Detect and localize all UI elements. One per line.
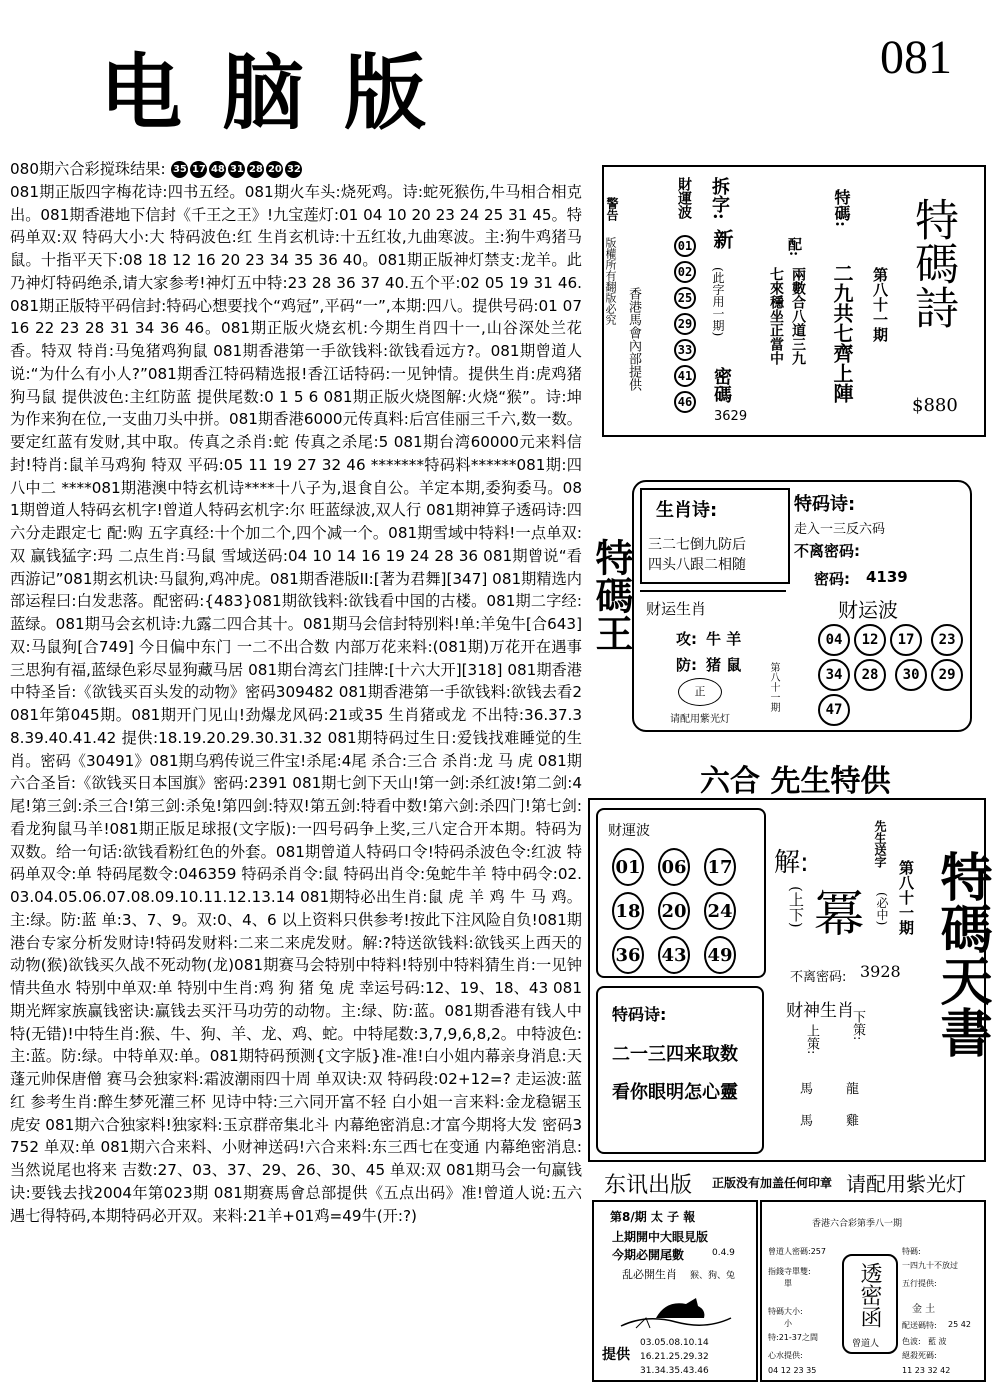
xs-label: 先生送字 (873, 820, 887, 868)
touming-l2: 指錢寺單雙: (768, 1267, 811, 1276)
number-ball: 41 (674, 365, 696, 387)
buli-label: 不离密码: (790, 970, 847, 985)
taizi-line-2: 今期必開尾數 (612, 1248, 685, 1262)
tema-wang-title: 特碼王 (589, 538, 634, 652)
footer-right: 请配用紫光灯 (846, 1172, 966, 1196)
taizi-box (592, 1200, 758, 1382)
number-ball: 17 (890, 624, 922, 656)
tema-title: 特碼詩 (907, 197, 958, 329)
note: 请配用紫光灯 (670, 714, 730, 725)
cyb-label: 财運波 (608, 823, 650, 839)
number-ball: 33 (674, 339, 696, 361)
touming-r3v: 25 42 (948, 1320, 971, 1329)
touming-l5: 心水提供: (768, 1351, 803, 1360)
attack-value: 牛 羊 (706, 630, 742, 648)
sx-label: 生肖诗: (656, 500, 718, 521)
xia-val-1: 龍 (846, 1082, 860, 1097)
pei-text-2: 七來穩坐正當中 (768, 267, 784, 365)
shang-label: 上策: (804, 1024, 819, 1055)
result-ball: 48 (209, 161, 226, 178)
chaizi-value: 新 (710, 229, 734, 249)
touming-r5: 絕殺死碼: (902, 1351, 937, 1360)
footer-mid: 正版没有加盖任何印章 (712, 1176, 833, 1190)
sx-line-1: 三二七倒九防后 (648, 537, 746, 553)
csx-label: 财神生肖 (786, 1001, 854, 1021)
touming-stamp (842, 1254, 898, 1354)
chaizi-label: 拆字: (709, 177, 730, 220)
taizi-provide: 提供 (602, 1347, 630, 1363)
number-ball: 12 (854, 624, 886, 656)
liuhe-box (588, 798, 992, 1162)
result-label: 080期六合彩搅珠结果: (10, 160, 166, 178)
defend-value: 猪 鼠 (706, 656, 742, 674)
cysx-label: 财运生肖 (646, 600, 707, 618)
touming-l3v: 小 (784, 1319, 792, 1328)
page-title: 电脑版 (100, 45, 467, 141)
touming-stamp-sub: 曾道人 (852, 1339, 880, 1349)
issue-vertical: 第八十一期 (768, 662, 779, 712)
stamp-text: 正 (694, 685, 706, 698)
taizi-codes-1: 03.05.08.10.14 (640, 1338, 709, 1348)
touming-r3: 配送碼特: (902, 1321, 937, 1330)
mima-label: 密碼 (711, 367, 732, 403)
defend-label: 防: (676, 656, 697, 674)
number-ball: 29 (674, 313, 696, 335)
tmshi-sub: 不离密码: (794, 542, 860, 560)
result-ball: 35 (171, 161, 188, 178)
taizi-codes-2: 16.21.25.29.32 (640, 1352, 709, 1362)
mima-value: 3629 (714, 409, 748, 424)
touming-l3: 特碼大小: (768, 1307, 803, 1316)
number-ball: 25 (674, 287, 696, 309)
cysx-box (640, 590, 786, 726)
number-ball: 28 (854, 659, 886, 691)
tmshi-mima-value: 4139 (866, 568, 908, 586)
number-ball: 34 (818, 659, 850, 691)
touming-r2v: 金 土 (912, 1304, 936, 1315)
number-ball: 01 (674, 235, 696, 257)
stamp (678, 678, 722, 706)
touming-r4: 色波: (902, 1337, 921, 1346)
number-ball: 02 (674, 261, 696, 283)
xia-label: 下策: (850, 1010, 865, 1041)
issue-number: 081 (880, 31, 952, 84)
touming-r1: 特碼: (902, 1247, 921, 1256)
attack-label: 攻: (676, 630, 697, 648)
sx-box (640, 488, 790, 584)
number-ball: 47 (818, 694, 850, 726)
taizi-line-2-val: 0.4.9 (712, 1248, 735, 1258)
source-text: 香港馬會內部提供 (626, 287, 641, 391)
jie-char: 冪 (814, 885, 864, 943)
tmshi-mima-label: 密码: (814, 570, 850, 588)
cyb-box (596, 808, 766, 978)
number-ball: 36 (612, 936, 644, 974)
result-ball: 20 (266, 161, 283, 178)
number-ball: 17 (704, 848, 736, 886)
pei-label: 配: (786, 237, 802, 257)
number-ball: 24 (704, 892, 736, 930)
tmshi-line-2: 看你眼明怎心靈 (612, 1082, 738, 1103)
touming-header: 香港六合彩第季八一期 (812, 1219, 903, 1229)
warning-label: 警告 (605, 197, 619, 221)
tema-poem: 二九共七齊上陣 (830, 263, 854, 403)
body-paragraph: 081期正版四字梅花诗:四书五经。081期火车头:烧死鸡。诗:蛇死猴伤,牛马相合相克出。081期香港地下信封《千王之王》!九宝莲灯:01 04 10 20 23 24 25 31 45。特码单双:双 特码大小:大 特码波色:红 生肖玄机诗:十五红妆,九曲寒波。主:狗牛鸡猪马鼠。十指平天下:08 18 12 16 20 23 34 35 36 40。081期正版神灯禁支:龙羊。此乃神灯特码绝杀,请大家参考!神灯五中特:23 28 36 37 40.五个平:02 05 19 31 46.081期正版特平码信封:特码心想要找个“鸡冠”,平码“一”,本期:四八。提供号码:01 07 16 22 23 28 31 34 36 46。081期正版火烧玄机:今期生肖四十一,山谷深处兰花香。特双 特肖:马兔猪鸡狗鼠 081期香港第一手欲钱料:欲钱看远方?。081期曾道人说:“为什么有小人?”081期香江特码精选报!香江话特码:一见钟情。提供生肖:虎鸡猪狗马鼠 提供波色:主红防蓝 提供尾数:0 1 5 6 081期正版火烧图解:火烧“猴”。诗:坤为作来狗在位,一支曲刀头中拼。081期香港6000元传真料:后宫佳丽三千六,数一数。要定红蓝有发财,其中取。传真之杀肖:蛇 传真之杀尾:5 081期台湾60000元来料信封!特肖:鼠羊马鸡狗 特双 平码:05 11 19 27 32 46 *******特码料******081期:四八中二 ****081期港澳中特玄机诗****十八子为,退食自公。羊定本期,委狗委马。081期曾道人特码玄机字!曾道人特码玄机字:尔 旺蓝绿波,双人行 081期神算子透码诗:四六分走跟定七 配:购 五字真经:十个加二个,四个减一个。081期雪域中特料!一点单双:双 赢钱猛字:玛 二点生肖:马鼠 雪域送码:04 10 14 16 19 24 28 36 081期曾说“看西游记”081期玄机诀:马鼠狗,鸡冲虎。081期香港版II:[著为君舞][347] 081期精选内部运程曰:白发悲落。配密码:{483}081期欲钱料:欲钱看中国的古楼。081期二字经:蓝绿。081期马会玄机诗:九露二四合其十。081期马会信封特别料!单:羊兔牛[合643] 双:马鼠狗[合749] 今日偏中东门 一二不出合数 内部万花来料:(081期)万花开在遇事三思狗有福,蓝绿色彩尽显狗藏马居 081期台湾玄门挂牌:[十六大开][318] 081期香港中特圣旨:《欲钱买百头发的动物》密码309482 081期香港第一手欲钱料:欲钱去看2081年第045期。081期开门见山!劲爆龙风码:21或35 生肖猪或龙 不出特:36.37.38.39.40.41.42 提供:18.19.20.29.30.31.32 081期特码过生日:爱钱找难睡觉的生肖。密码《30491》081期乌鸦传说三件宝!杀尾:4尾 杀合:三合 杀肖:龙 马 虎 081期六合圣旨:《欲钱买日本国旗》密码:2391 081期七剑下天山!第一剑:杀红波!第二剑:4尾!第三剑:杀三合!第三剑:杀兔!第四剑:特双!第五剑:特看中数!第六剑:杀四门!第七剑:看龙狗鼠马羊!081期正版足球报(文字版):一四号码争上奖,三八定合开本期。特码为双数。给一句话:欲钱看粉红色的外套。081期曾道人特码口令!特码杀波色令:红波 特码单双令:单 特码尾数令:046359 特码杀肖令:鼠 特码出肖令:兔蛇牛羊 特中码令:02.03.04.05.06.07.08.09.10.11.12.13.14 081期特必出生肖:鼠 虎 羊 鸡 牛 马 鸡。主:绿。防:蓝 单:3、7、9。双:0、4、6 以上资料只供参考!按此下注风险自负!081期港台专家分析发财诗!特码发财料:二来二来虎发财。解:?特送欲钱料:欲钱买上西天的动物(猴)欲钱买久战不死动物(龙)081期赛马会特别中特料!特别中特料猜生肖:一见钟情共鱼水 特别中单双:单 特别中生肖:鸡 狗 猪 兔 虎 幸运号码:12、19、18、43 081期光辉家族赢钱密诀:赢钱去买汗马功劳的动物。主:绿、防:蓝。081期香港有钱人中特(无错)!中特生肖:猴、牛、狗、羊、龙、鸡、蛇。中特尾数:3,7,9,6,8,2。中特波色:主:蓝。防:绿。中特单双:单。081期特码预测{文字版}准-准!白小姐内幕亲身消息:天蓬元帅保唐僧 赛马会独家料:霜波潮雨四十周 单双诀:双 特码段:02+12=? 走运波:蓝 红 参考生肖:醉生梦死灌三杯 见诗中特:三六同开富不轻 白小姐一言来料:金龙稳锯玉虎安 081期六合独家料!独家料:玉京群帝集北斗 内幕绝密消息:才富今期将大发 密码3752 单双:单 081期六合来料、小财神送码!六合来料:东三西七在变通 内幕绝密消息:当然说尾也将来 吉数:27、03、37、29、26、30、45 单双:双 081期马会一句赢钱诀:要钱去找2004年第023期 081期赛馬會总部提供《五点出码》准!曾道人说:五六遇七得特码,本期特码必开双。来料:21羊+01鸡=49牛(开:?) (10, 182, 582, 1225)
touming-r1v: 一四九十不放过 (902, 1261, 958, 1270)
touming-l2v: 單 (784, 1279, 792, 1288)
tmshi-line-1: 二一三四来取数 (612, 1044, 738, 1065)
number-ball: 49 (704, 936, 736, 974)
tmtianshu-title: 特碼天書 (931, 850, 992, 1058)
tmshi-label: 特码诗: (794, 494, 856, 515)
result-line (10, 158, 582, 181)
result-ball: 31 (228, 161, 245, 178)
tema-shi-box (602, 165, 986, 437)
tmshi-label: 特码诗: (612, 1005, 667, 1024)
xia-val-2: 雞 (846, 1114, 860, 1129)
caiyunbo-list (674, 235, 696, 417)
tmshi-line: 走入一三反六码 (794, 522, 886, 537)
taizi-codes-3: 31.34.35.43.46 (640, 1366, 709, 1376)
left-column-text (10, 158, 582, 1227)
cyb-grid (818, 624, 968, 729)
number-ball: 01 (612, 848, 644, 886)
result-ball: 32 (285, 161, 302, 178)
jie-label: 解: (774, 848, 809, 878)
tema-price: $880 (912, 395, 958, 416)
horse-illustration (616, 1288, 736, 1332)
touming-l5v: 04 12 23 35 (768, 1366, 817, 1375)
caiyunbo-label: 財運波 (676, 177, 692, 219)
touming-l4: 特:21-37之間 (768, 1333, 818, 1342)
number-ball: 43 (658, 936, 690, 974)
result-ball: 17 (190, 161, 207, 178)
tema-wang-box (632, 480, 972, 732)
tema-issue: 第八十一期 (871, 267, 889, 342)
touming-r2: 五行提供: (902, 1279, 937, 1288)
taizi-title: 第8/期 太 子 報 (610, 1210, 696, 1224)
touming-box (760, 1200, 986, 1382)
number-ball: 18 (612, 892, 644, 930)
xs-note: (必中) (875, 892, 889, 926)
taizi-line-1: 上期開中大眼見版 (612, 1230, 709, 1244)
footer-left: 东讯出版 (604, 1173, 693, 1198)
result-ball: 28 (247, 161, 264, 178)
number-ball: 04 (818, 624, 850, 656)
number-ball: 23 (931, 624, 963, 656)
tmshi-box (596, 986, 764, 1154)
cyb-grid (612, 848, 762, 980)
cyb-label: 财运波 (838, 598, 898, 622)
tmtianshu-issue: 第八十一期 (897, 860, 915, 935)
touming-l1: 曾道人密碼:257 (768, 1247, 826, 1256)
touming-r5v: 11 23 32 42 (902, 1366, 951, 1375)
shang-val-2: 馬 (800, 1114, 814, 1129)
number-ball: 20 (658, 892, 690, 930)
sx-line-2: 四头八跟二相随 (648, 557, 746, 573)
number-ball: 06 (658, 848, 690, 886)
number-ball: 29 (931, 659, 963, 691)
touming-r4v: 藍 波 (928, 1337, 947, 1346)
buli-value: 3928 (860, 962, 901, 981)
liuhe-title: 六合 先生特供 (700, 764, 891, 799)
warning-text: 版權所有翻版必究 (604, 237, 617, 325)
number-ball: 30 (895, 659, 927, 691)
number-ball: 46 (674, 391, 696, 413)
taizi-line-3: 乱必開生肖 (622, 1268, 677, 1281)
shang-val-1: 馬 (800, 1082, 814, 1097)
tema-label: 特碼: (832, 189, 851, 227)
pei-text: 兩數合八道三九 (790, 267, 806, 365)
chaizi-note: (此字用一期) (711, 267, 725, 337)
jie-note: (上下) (787, 886, 805, 928)
touming-stamp-text: 透密函 (857, 1262, 882, 1328)
taizi-line-3-val: 猴、狗、兔 (690, 1271, 736, 1281)
